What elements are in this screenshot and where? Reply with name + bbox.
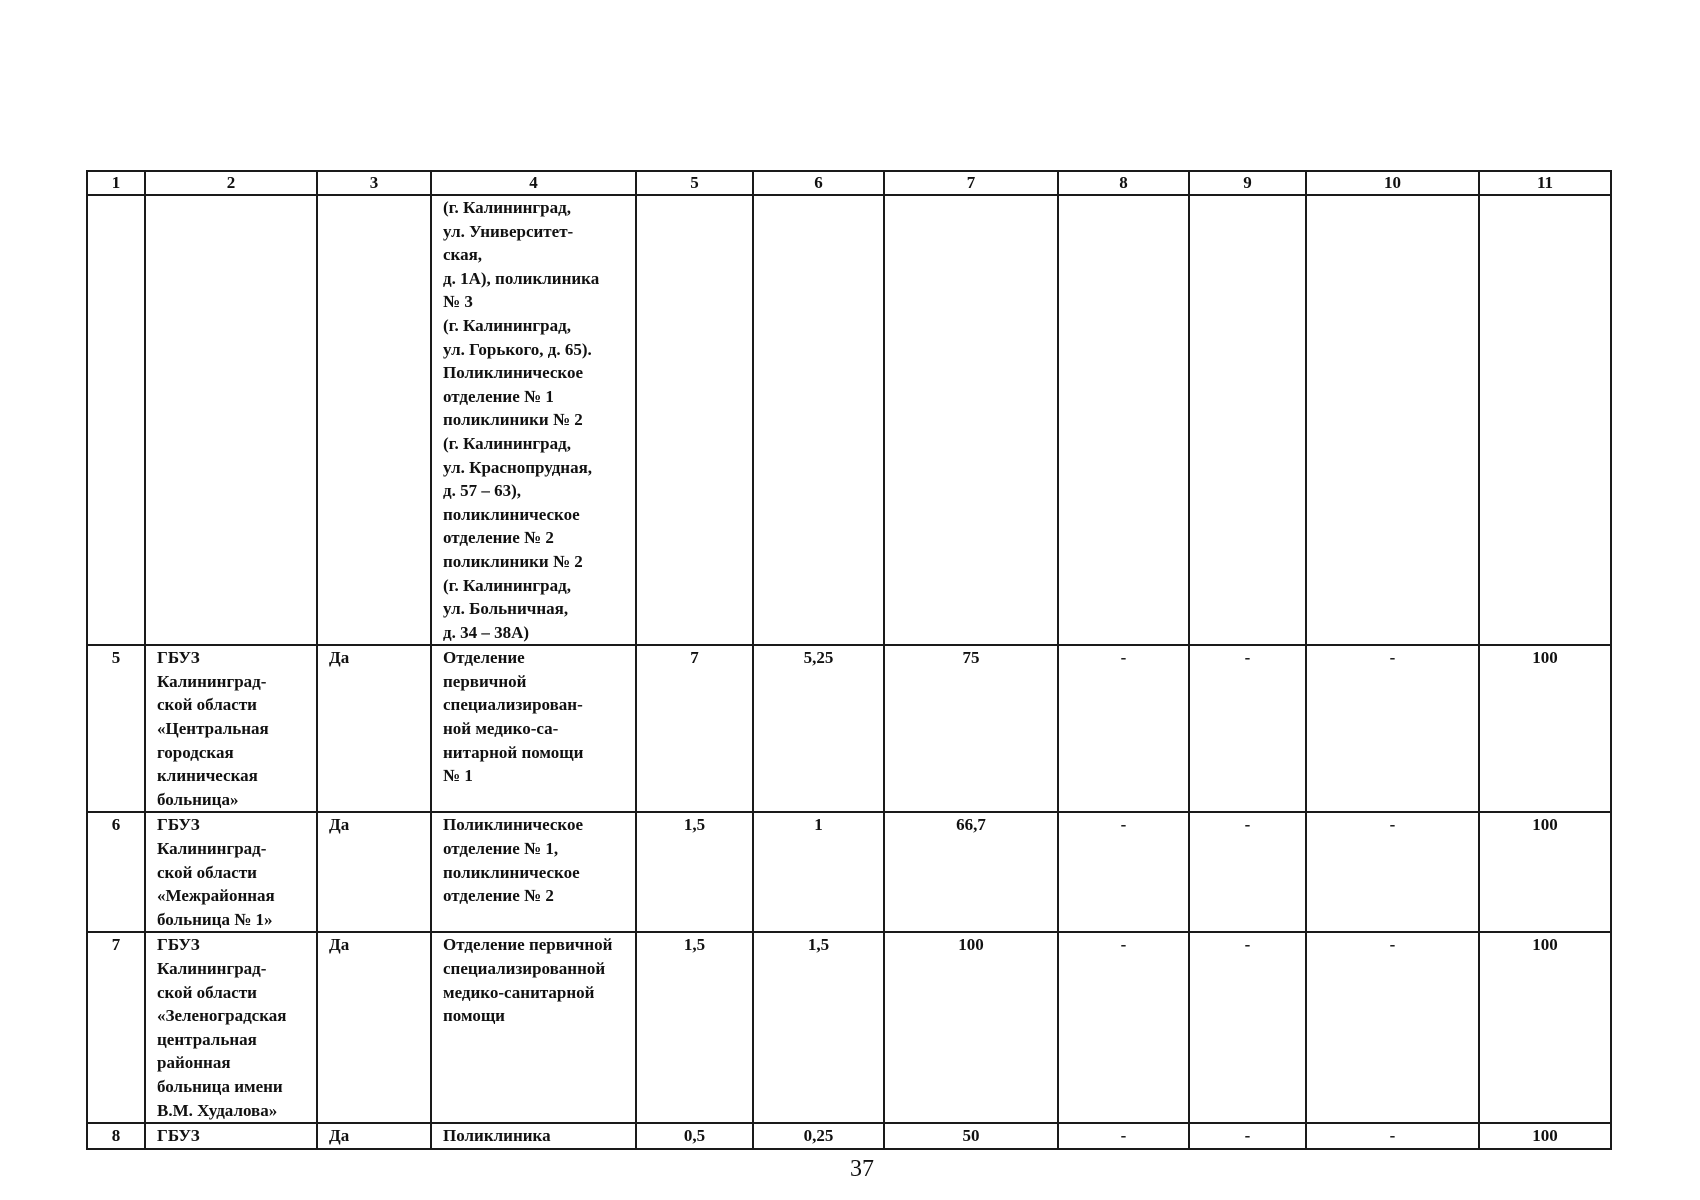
table-row (87, 812, 1611, 932)
page-number: 37 (850, 1156, 874, 1182)
department-cell-line: № 1 (443, 766, 473, 786)
department-cell (431, 932, 636, 1123)
value-cell-6: 1 (753, 812, 884, 932)
value-cell-8: - (1058, 812, 1189, 932)
value-cell-5: 0,5 (636, 1123, 753, 1149)
value-cell-10: - (1306, 932, 1479, 1123)
department-cell-line: поликлиники № 2 (443, 551, 583, 571)
column-number-11: 11 (1479, 171, 1611, 195)
organization-cell-line: клиническая (157, 766, 258, 786)
department-cell-line: ская, (443, 245, 483, 265)
table-body (87, 195, 1611, 1149)
department-cell-line: ул. Краснопрудная, (443, 457, 593, 477)
value-cell-9: - (1189, 645, 1306, 812)
organization-cell-line: районная (157, 1053, 231, 1073)
organization-cell-line: «Зеленоградская (157, 1006, 287, 1026)
value-cell-11 (1479, 195, 1611, 645)
organization-cell-line: ГБУЗ (157, 1126, 200, 1146)
value-cell-7: 66,7 (884, 812, 1058, 932)
department-cell-line: поликлиническое (443, 862, 580, 882)
organization-cell (145, 932, 317, 1123)
value-cell-7: 100 (884, 932, 1058, 1123)
value-cell-5: 1,5 (636, 932, 753, 1123)
row-number-cell: 6 (87, 812, 145, 932)
value-cell-6 (753, 195, 884, 645)
organization-cell-line: центральная (157, 1029, 257, 1049)
department-cell-line: медико-санитарной (443, 982, 595, 1002)
flag-cell (317, 195, 431, 645)
organization-cell-line: городская (157, 742, 234, 762)
value-cell-11: 100 (1479, 645, 1611, 812)
department-cell-line: ул. Больничная, (443, 599, 569, 619)
value-cell-11: 100 (1479, 1123, 1611, 1149)
value-cell-6: 0,25 (753, 1123, 884, 1149)
column-number-9: 9 (1189, 171, 1306, 195)
organization-cell-line: В.М. Худалова» (157, 1100, 278, 1120)
department-cell-line: Отделение (443, 648, 525, 668)
department-cell (431, 1123, 636, 1149)
department-cell-line: отделение № 2 (443, 886, 554, 906)
department-cell-line: ул. Горького, д. 65). (443, 339, 592, 359)
value-cell-10: - (1306, 1123, 1479, 1149)
organization-cell-line: «Центральная (157, 719, 269, 739)
value-cell-7: 75 (884, 645, 1058, 812)
department-cell-line: специализированной (443, 959, 606, 978)
organization-cell-line: ской области (157, 862, 257, 882)
value-cell-8: - (1058, 1123, 1189, 1149)
department-cell-line: отделение № 1 (443, 386, 554, 406)
column-number-4: 4 (431, 171, 636, 195)
table-row (87, 1123, 1611, 1149)
department-cell (431, 195, 636, 645)
value-cell-6: 1,5 (753, 932, 884, 1123)
department-cell-line: ной медико-са- (443, 719, 559, 739)
column-number-header-row (87, 171, 1611, 195)
value-cell-8 (1058, 195, 1189, 645)
value-cell-11: 100 (1479, 812, 1611, 932)
department-cell-line: д. 34 – 38А) (443, 622, 530, 642)
value-cell-9 (1189, 195, 1306, 645)
department-cell-line: первичной (443, 671, 527, 691)
value-cell-10 (1306, 195, 1479, 645)
organization-cell-line: Калининград- (157, 959, 267, 978)
department-cell-line: № 3 (443, 292, 473, 312)
value-cell-5 (636, 195, 753, 645)
value-cell-8: - (1058, 932, 1189, 1123)
organization-cell-line: Калининград- (157, 839, 267, 859)
value-cell-7: 50 (884, 1123, 1058, 1149)
value-cell-9: - (1189, 932, 1306, 1123)
value-cell-5: 1,5 (636, 812, 753, 932)
flag-cell: Да (317, 1123, 431, 1149)
department-cell-line: Поликлиника (443, 1126, 551, 1146)
value-cell-9: - (1189, 1123, 1306, 1149)
row-number-cell (87, 195, 145, 645)
organization-cell-line: больница № 1» (157, 909, 273, 929)
department-cell-line: (г. Калининград, (443, 315, 571, 335)
row-number-cell: 5 (87, 645, 145, 812)
department-cell-line: поликлиническое (443, 504, 580, 524)
organization-cell-line: ГБУЗ (157, 648, 200, 668)
flag-cell: Да (317, 645, 431, 812)
department-cell-line: д. 1А), поликлиника (443, 268, 600, 288)
row-number-cell: 8 (87, 1123, 145, 1149)
value-cell-6: 5,25 (753, 645, 884, 812)
organization-cell (145, 1123, 317, 1149)
value-cell-5: 7 (636, 645, 753, 812)
department-cell-line: (г. Калининград, (443, 575, 571, 595)
table-row (87, 932, 1611, 1123)
department-cell-line: ул. Университет- (443, 221, 574, 241)
row-number-cell: 7 (87, 932, 145, 1123)
department-cell (431, 645, 636, 812)
flag-cell: Да (317, 932, 431, 1123)
organization-cell-line: ской области (157, 982, 257, 1002)
department-cell (431, 812, 636, 932)
column-number-6: 6 (753, 171, 884, 195)
column-number-1: 1 (87, 171, 145, 195)
value-cell-7 (884, 195, 1058, 645)
organization-cell-line: «Межрайонная (157, 886, 275, 906)
department-cell-line: д. 57 – 63), (443, 481, 522, 501)
column-number-8: 8 (1058, 171, 1189, 195)
organization-cell (145, 195, 317, 645)
department-cell-line: отделение № 2 (443, 528, 554, 548)
column-number-7: 7 (884, 171, 1058, 195)
column-number-10: 10 (1306, 171, 1479, 195)
department-cell-line: Поликлиническое (443, 363, 584, 383)
organization-cell-line: ГБУЗ (157, 935, 200, 955)
department-cell-line: Поликлиническое (443, 815, 584, 835)
table-row (87, 645, 1611, 812)
value-cell-8: - (1058, 645, 1189, 812)
value-cell-10: - (1306, 812, 1479, 932)
organization-cell-line: ГБУЗ (157, 815, 200, 835)
department-cell-line: помощи (443, 1006, 505, 1026)
organization-cell-line: ской области (157, 695, 257, 715)
column-number-3: 3 (317, 171, 431, 195)
department-cell-line: Отделение первичной (443, 935, 613, 955)
department-cell-line: (г. Калининград, (443, 433, 571, 453)
column-number-2: 2 (145, 171, 317, 195)
department-cell-line: отделение № 1, (443, 839, 559, 859)
organization-cell-line: больница» (157, 789, 239, 809)
table-row (87, 195, 1611, 645)
value-cell-11: 100 (1479, 932, 1611, 1123)
organization-cell-line: больница имени (157, 1076, 283, 1096)
department-cell-line: нитарной помощи (443, 742, 584, 762)
department-cell-line: специализирован- (443, 695, 583, 715)
value-cell-10: - (1306, 645, 1479, 812)
department-cell-line: поликлиники № 2 (443, 410, 583, 430)
value-cell-9: - (1189, 812, 1306, 932)
department-cell-line: (г. Калининград, (443, 198, 571, 217)
column-number-5: 5 (636, 171, 753, 195)
facilities-table (86, 170, 1612, 1150)
organization-cell (145, 812, 317, 932)
organization-cell (145, 645, 317, 812)
flag-cell: Да (317, 812, 431, 932)
organization-cell-line: Калининград- (157, 671, 267, 691)
